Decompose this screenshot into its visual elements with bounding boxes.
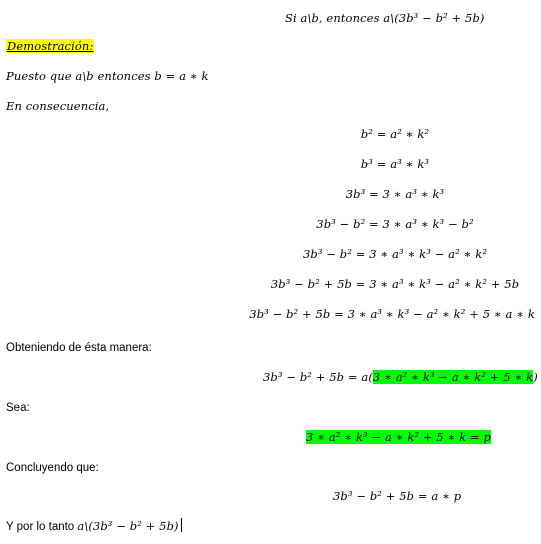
conclusion-equation: 3b³ − b² + 5b = a ∗ p bbox=[333, 489, 462, 503]
equation-line: b² = a² ∗ k² bbox=[360, 127, 430, 141]
demostracion-label: Demostración: bbox=[7, 39, 94, 53]
sea-label: Sea: bbox=[6, 402, 30, 414]
equation-line: 3b³ − b² + 5b = 3 ∗ a³ ∗ k³ − a² ∗ k² + 5b bbox=[270, 277, 520, 291]
equation-line: b³ = a³ ∗ k³ bbox=[360, 157, 430, 171]
equation-line: 3b³ − b² = 3 ∗ a³ ∗ k³ − a² ∗ k² bbox=[302, 247, 488, 261]
concluyendo-label: Concluyendo que: bbox=[6, 462, 99, 474]
equation-line: 3b³ = 3 ∗ a³ ∗ k³ bbox=[345, 187, 445, 201]
demostracion-heading bbox=[6, 38, 94, 54]
factored-equation bbox=[263, 369, 538, 385]
factored-suffix: ) bbox=[533, 370, 538, 384]
definition-highlight: 3 ∗ a² ∗ k³ − a ∗ k² + 5 ∗ k = p bbox=[306, 430, 491, 444]
equation-line: 3b³ − b² = 3 ∗ a³ ∗ k³ − b² bbox=[316, 217, 474, 231]
premise-line: Puesto que a\b entonces b = a ∗ k bbox=[6, 69, 209, 83]
factored-prefix: 3b³ − b² + 5b = a( bbox=[263, 370, 373, 384]
text-cursor bbox=[181, 518, 182, 532]
final-prose: Y por lo tanto bbox=[6, 521, 78, 533]
final-math: a\(3b³ − b² + 5b) bbox=[77, 519, 179, 533]
consequence-intro: En consecuencia, bbox=[6, 99, 110, 113]
final-statement bbox=[6, 518, 182, 535]
equation-line: 3b³ − b² + 5b = 3 ∗ a³ ∗ k³ − a² ∗ k² + 5 ∗ a ∗ k bbox=[249, 307, 535, 321]
theorem-statement: Si a\b, entonces a\(3b³ − b² + 5b) bbox=[285, 11, 485, 25]
definition-equation bbox=[306, 429, 491, 445]
obteniendo-label: Obteniendo de ésta manera: bbox=[6, 342, 152, 354]
factored-highlight: 3 ∗ a² ∗ k³ − a ∗ k² + 5 ∗ k bbox=[372, 370, 534, 384]
